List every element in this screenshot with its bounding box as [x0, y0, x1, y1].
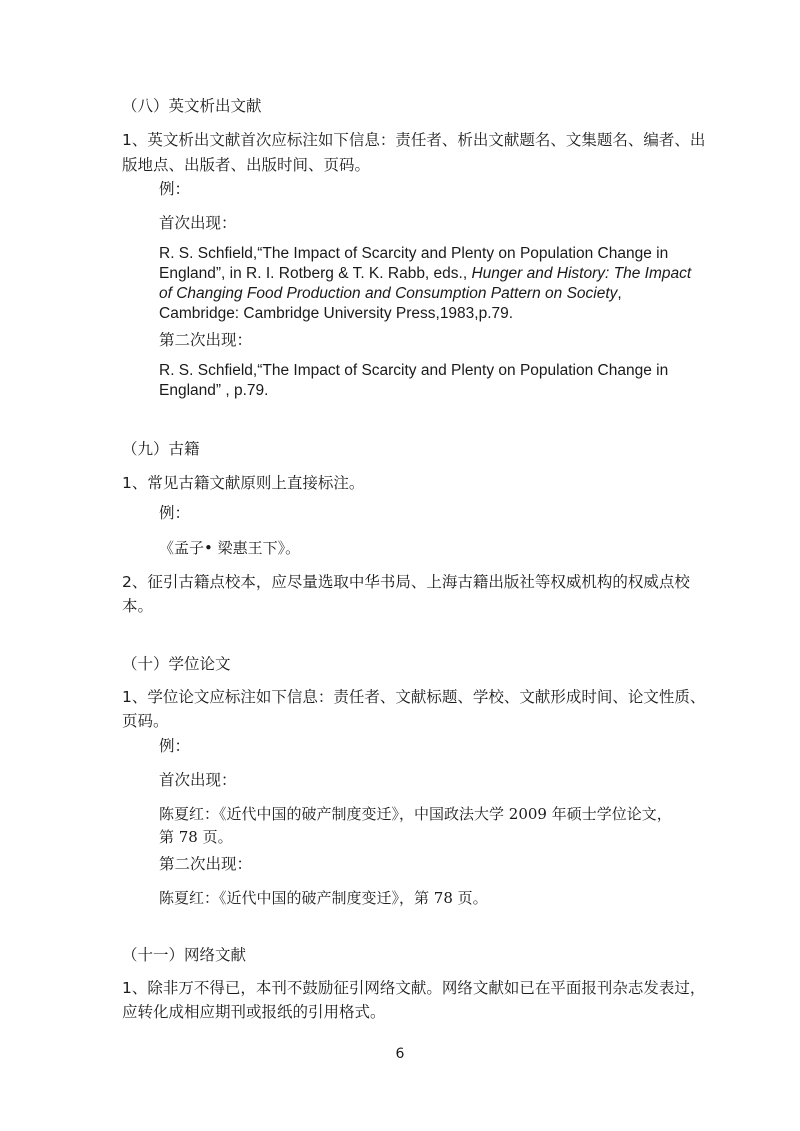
section-11-rule-1-line-1: 1、除非万不得已，本刊不鼓励征引网络文献。网络文献如已在平面报刊杂志发表过， — [122, 979, 706, 997]
section-8-first-citation-line-3 — [159, 284, 622, 304]
section-8-example-label: 例： — [159, 180, 191, 198]
section-9-heading: （九）古籍 — [122, 440, 200, 458]
section-10-rule-1-line-1: 1、学位论文应标注如下信息：责任者、文献标题、学校、文献形成时间、论文性质、 — [122, 688, 706, 706]
section-10-rule-1-line-2: 页码。 — [122, 712, 169, 730]
citation-italic-title: Hunger and History: The Impact — [471, 265, 692, 282]
section-8-heading: （八）英文析出文献 — [122, 97, 262, 115]
citation-italic-title-cont: of Changing Food Production and Consumption Pattern on Society — [159, 285, 618, 302]
section-8-rule-1-line-2: 版地点、出版者、出版时间、页码。 — [122, 156, 371, 174]
section-11-rule-1-line-2: 应转化成相应期刊或报纸的引用格式。 — [122, 1003, 386, 1021]
section-10-heading: （十）学位论文 — [122, 655, 231, 673]
section-11-heading: （十一）网络文献 — [122, 946, 247, 964]
section-10-first-label: 首次出现： — [159, 771, 237, 789]
citation-plain-text: England”, in R. I. Rotberg & T. K. Rabb, eds., — [159, 265, 472, 282]
citation-comma: , — [617, 285, 622, 302]
section-9-rule-2-line-1: 2、征引古籍点校本，应尽量选取中华书局、上海古籍出版社等权威机构的权威点校 — [122, 573, 690, 591]
section-10-first-citation-line-2: 第 78 页。 — [159, 828, 233, 846]
section-8-first-citation-line-4: Cambridge: Cambridge University Press,1983,p.79. — [159, 305, 514, 322]
section-10-second-citation-line-1: 陈夏红：《近代中国的破产制度变迁》，第 78 页。 — [159, 889, 488, 907]
section-8-second-label: 第二次出现： — [159, 331, 253, 349]
section-10-example-label: 例： — [159, 737, 191, 755]
section-8-second-citation-line-2: England” , p.79. — [159, 382, 269, 399]
page-number: 6 — [395, 1046, 405, 1062]
section-8-second-citation-line-1: R. S. Schfield,“The Impact of Scarcity and Plenty on Population Change in — [159, 362, 669, 379]
section-9-example: 《孟子• 梁惠王下》。 — [159, 539, 301, 557]
section-10-second-label: 第二次出现： — [159, 855, 253, 873]
section-10-first-citation-line-1: 陈夏红：《近代中国的破产制度变迁》，中国政法大学 2009 年硕士学位论文， — [159, 805, 672, 823]
section-8-first-citation-line-1: R. S. Schfield,“The Impact of Scarcity and Plenty on Population Change in — [159, 245, 669, 262]
section-8-first-citation-line-2 — [159, 264, 691, 284]
section-9-example-label: 例： — [159, 504, 191, 522]
section-9-rule-2-line-2: 本。 — [122, 597, 154, 615]
section-8-rule-1-line-1: 1、英文析出文献首次应标注如下信息：责任者、析出文献题名、文集题名、编者、出 — [122, 131, 706, 149]
section-8-first-label: 首次出现： — [159, 214, 237, 232]
section-9-rule-1: 1、常见古籍文献原则上直接标注。 — [122, 474, 365, 492]
